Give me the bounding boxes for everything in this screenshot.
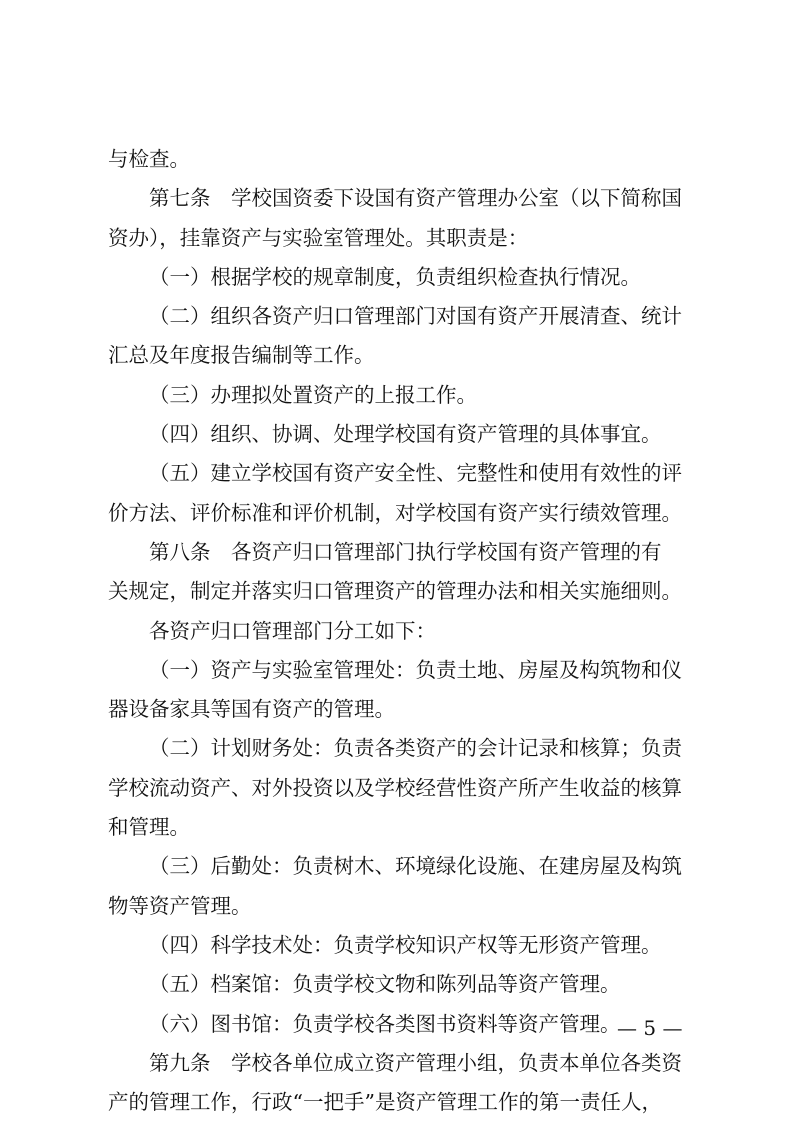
text-line: 学校流动资产、对外投资以及学校经营性资产所产生收益的核算 <box>108 775 682 800</box>
text-line: 资办），挂靠资产与实验室管理处。其职责是： <box>108 225 529 250</box>
text-line: 第八条 各资产归口管理部门执行学校国有资产管理的有 <box>149 539 662 564</box>
text-line: 器设备家具等国有资产的管理。 <box>108 697 395 722</box>
text-line: 与检查。 <box>108 147 190 171</box>
text-line: （一）资产与实验室管理处：负责土地、房屋及构筑物和仪 <box>149 657 682 682</box>
text-line: （一）根据学校的规章制度，负责组织检查执行情况。 <box>149 264 641 289</box>
text-line: 和管理。 <box>108 815 190 840</box>
text-line: 第九条 学校各单位成立资产管理小组，负责本单位各类资 <box>149 1050 682 1075</box>
text-line: （四）组织、协调、处理学校国有资产管理的具体事宜。 <box>149 422 662 447</box>
text-line: 价方法、评价标准和评价机制，对学校国有资产实行绩效管理。 <box>108 500 682 525</box>
text-line: 各资产归口管理部门分工如下： <box>149 618 436 643</box>
text-line: 汇总及年度报告编制等工作。 <box>108 343 375 368</box>
document-body <box>108 140 686 1122</box>
text-line: 第七条 学校国资委下设国有资产管理办公室（以下简称国 <box>149 186 682 211</box>
text-line: （五）建立学校国有资产安全性、完整性和使用有效性的评 <box>149 461 682 486</box>
text-line: 产的管理工作，行政“一把手”是资产管理工作的第一责任人， <box>108 1090 662 1115</box>
text-line: （五）档案馆：负责学校文物和陈列品等资产管理。 <box>149 972 621 997</box>
text-line: （六）图书馆：负责学校各类图书资料等资产管理。 <box>149 1011 621 1036</box>
text-line: （三）办理拟处置资产的上报工作。 <box>149 382 477 407</box>
text-line: （四）科学技术处：负责学校知识产权等无形资产管理。 <box>149 932 662 957</box>
text-line: （三）后勤处：负责树木、环境绿化设施、在建房屋及构筑 <box>149 854 682 879</box>
text-line: （二）计划财务处：负责各类资产的会计记录和核算；负责 <box>149 736 682 761</box>
text-line: 物等资产管理。 <box>108 893 252 918</box>
text-line: 关规定，制定并落实归口管理资产的管理办法和相关实施细则。 <box>108 579 682 604</box>
page-number: — 5 — <box>617 1016 683 1040</box>
text-line: （二）组织各资产归口管理部门对国有资产开展清查、统计 <box>149 304 682 329</box>
